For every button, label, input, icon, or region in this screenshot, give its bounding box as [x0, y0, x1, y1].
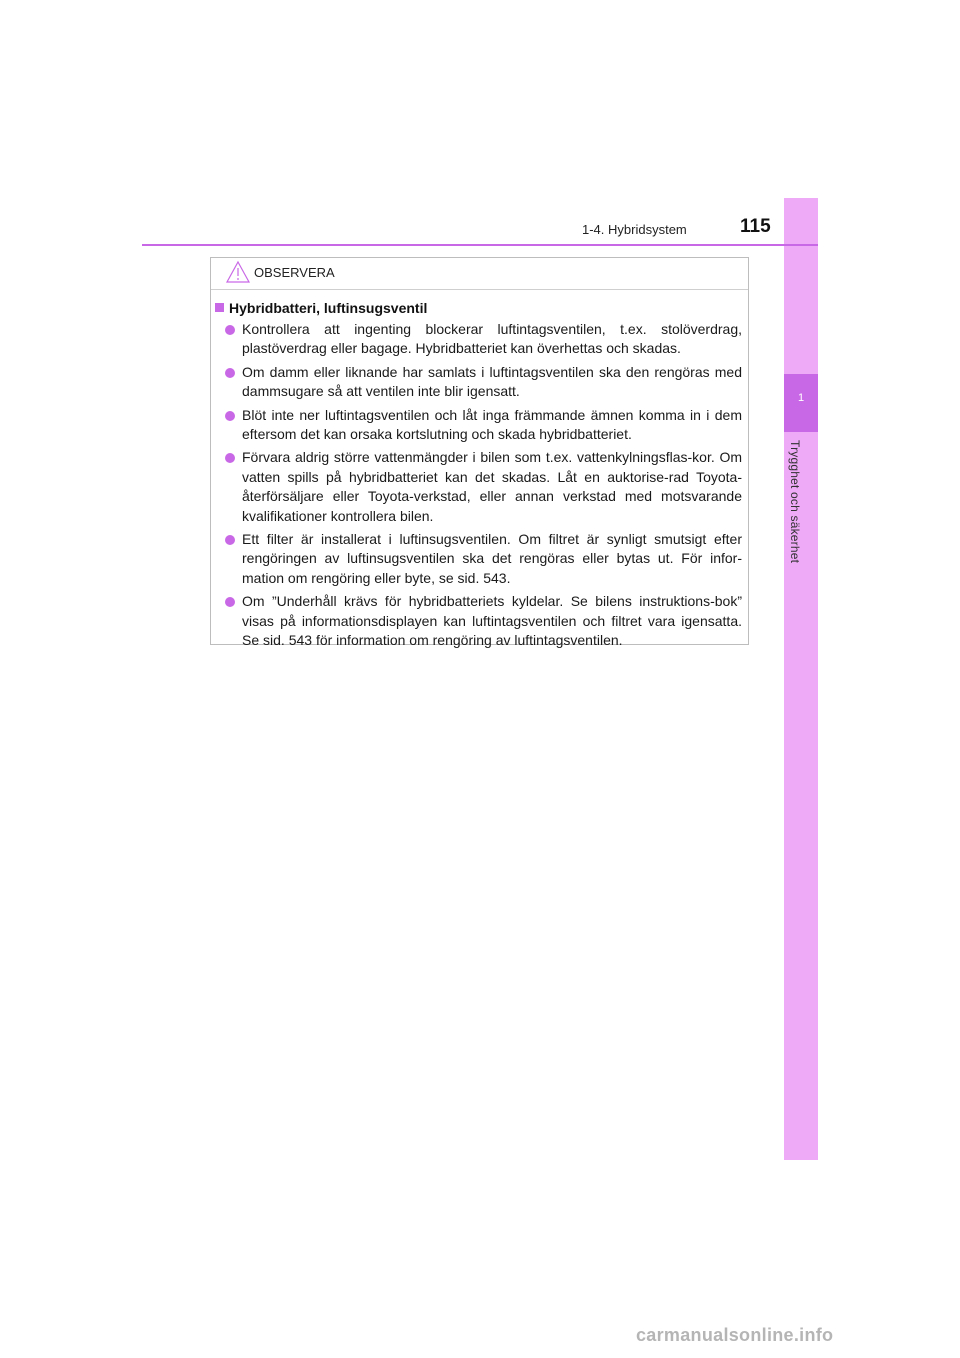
notice-heading	[215, 300, 748, 320]
chapter-number: 1	[797, 392, 805, 404]
list-item	[242, 592, 742, 650]
page-number: 115	[740, 216, 771, 237]
circle-bullet-icon	[225, 597, 235, 607]
list-item-text: Kontrollera att ingenting blockerar luftintagsventilen, t.ex. stolöverdrag, plastöverdrag eller bagage. Hybridbatteriet kan överhettas och skadas.	[242, 321, 742, 357]
list-item	[242, 530, 742, 588]
circle-bullet-icon	[225, 535, 235, 545]
square-bullet-icon	[215, 303, 224, 312]
list-item	[242, 448, 742, 526]
circle-bullet-icon	[225, 453, 235, 463]
notice-heading-text: Hybridbatteri, luftinsugsventil	[229, 300, 428, 316]
notice-body	[211, 300, 748, 655]
list-item	[242, 320, 742, 359]
circle-bullet-icon	[225, 368, 235, 378]
list-item-text: Blöt inte ner luftintagsventilen och låt inga främmande ämnen komma in i dem eftersom det kan orsaka kortslutning och skada hybridbatteriet.	[242, 406, 742, 443]
watermark: carmanualsonline.info	[636, 1325, 834, 1345]
notice-list	[211, 320, 748, 651]
chapter-side-tab	[784, 198, 818, 1160]
list-item-text: Ett filter är installerat i luftinsugsventilen. Om filtret är synligt smutsigt efter rengöringen av luftinsugsventilen ska det rengöras eller bytas ut. För infor-mation om rengöring eller byte, se sid. 543.	[242, 531, 742, 586]
section-title: 1-4. Hybridsystem	[582, 222, 687, 237]
list-item	[242, 363, 742, 402]
warning-triangle-icon	[225, 260, 251, 284]
circle-bullet-icon	[225, 411, 235, 421]
list-item-text: Förvara aldrig större vattenmängder i bilen som t.ex. vattenkylningsflas-kor. Om vatten spills på hybridbatteriet kan det skadas. Låt en auktorise-rad Toyota-återförsäljare eller Toyota-verkstad, eller annan verkstad med motsvarande kvalifikationer kontrollera bilen.	[242, 449, 742, 524]
notice-box	[210, 257, 749, 649]
notice-label: OBSERVERA	[254, 265, 335, 280]
list-item-text: Om ”Underhåll krävs för hybridbatteriets kyldelar. Se bilens instruktions-bok” visas på informationsdisplayen kan luftintagsventilen och filtret vara igensatta. Se sid. 543 för information om rengöring av luftintagsventilen.	[242, 593, 742, 649]
list-item	[242, 406, 742, 445]
header-rule	[142, 244, 818, 246]
circle-bullet-icon	[225, 325, 235, 335]
list-item-text: Om damm eller liknande har samlats i luftintagsventilen ska den rengöras med dammsugare så att ventilen inte blir igensatt.	[242, 363, 742, 400]
chapter-label: Trygghet och säkerhet	[788, 440, 802, 564]
notice-header	[211, 258, 748, 290]
